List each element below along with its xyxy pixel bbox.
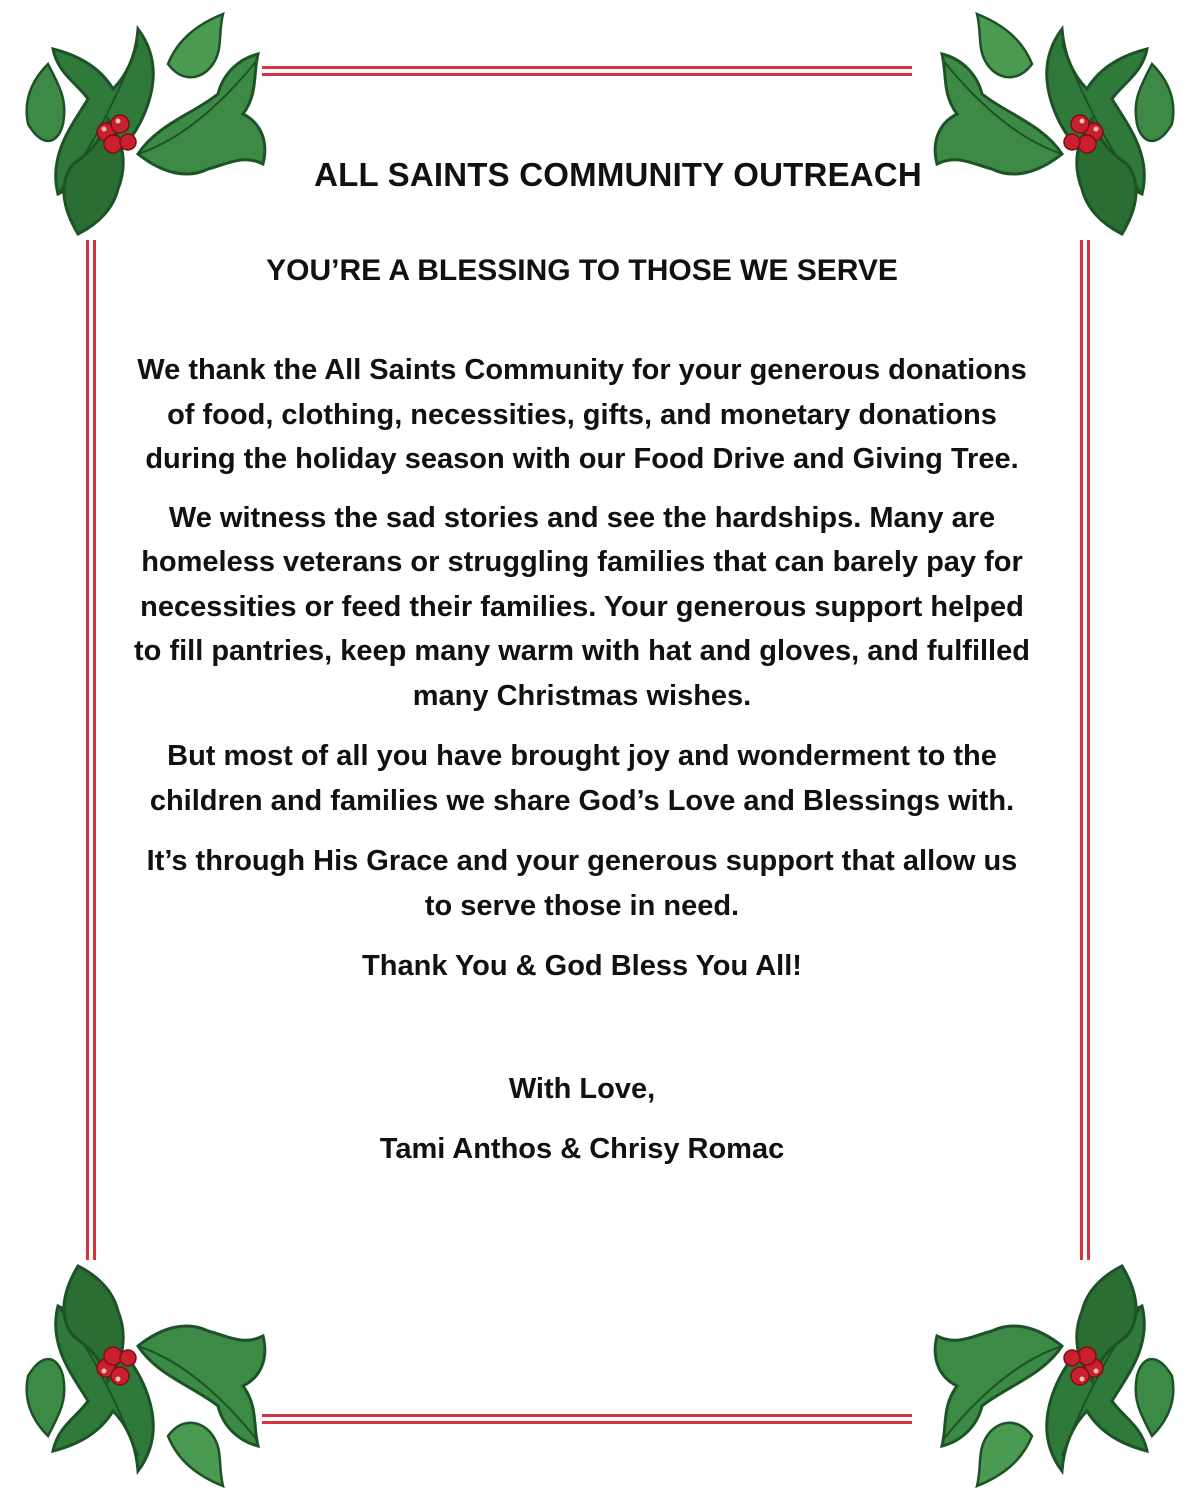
- frame-border-bottom: [262, 1414, 912, 1417]
- letter-subtitle: YOU’RE A BLESSING TO THOSE WE SERVE: [266, 254, 898, 287]
- paragraph-grace: It’s through His Grace and your generous support that allow us to serve those in need.: [146, 845, 1018, 922]
- paragraph-blessing: Thank You & God Bless You All!: [362, 950, 802, 982]
- frame-border-left-inner: [93, 240, 96, 1260]
- paragraph-thanks: We thank the All Saints Community for your generous donations of food, clothing, necessities, gifts, and monetary donations during the holiday season with our Food Drive and Giving Tree.: [137, 354, 1027, 475]
- closing-line: With Love,: [508, 1072, 656, 1105]
- signature: Tami Anthos & Chrisy Romac: [379, 1133, 785, 1165]
- frame-border-right-inner: [1087, 240, 1090, 1260]
- letter-body: [130, 150, 1034, 1172]
- holly-icon: [18, 1236, 278, 1496]
- frame-border-top-inner: [262, 73, 912, 76]
- paragraph-hardships: We witness the sad stories and see the hardships. Many are homeless veterans or struggling families that can barely pay for necessities or feed their families. Your generous support helped to fill pantries, keep many warm with hat and gloves, and fulfilled many Christmas wishes.: [134, 501, 1030, 712]
- paragraph-joy: But most of all you have brought joy and wonderment to the children and families we share God’s Love and Blessings with.: [149, 740, 1015, 817]
- frame-border-bottom-inner: [262, 1421, 912, 1424]
- holly-icon: [922, 1236, 1182, 1496]
- frame-border-right: [1080, 240, 1083, 1260]
- frame-border-left: [86, 240, 89, 1260]
- frame-border-top: [262, 66, 912, 69]
- organization-title: ALL SAINTS COMMUNITY OUTREACH: [314, 156, 922, 193]
